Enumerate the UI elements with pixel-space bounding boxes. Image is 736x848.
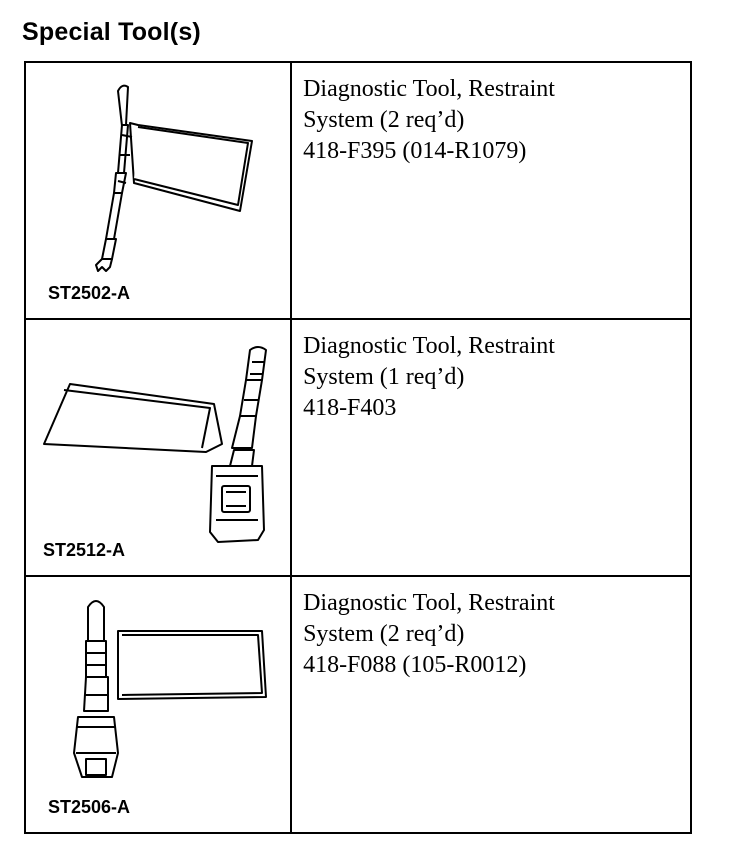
connector-with-flag-icon — [26, 320, 292, 575]
page-heading: Special Tool(s) — [22, 18, 201, 46]
tool-code: ST2506-A — [48, 797, 131, 817]
tool-number-line: 418-F088 (105-R0012) — [303, 652, 527, 678]
special-tools-table — [24, 61, 692, 834]
probe-with-flag-icon — [26, 63, 292, 318]
tool-name-line: Diagnostic Tool, Restraint — [303, 590, 555, 616]
tool-description — [292, 320, 690, 424]
tool-description-cell — [291, 62, 691, 319]
table-row — [25, 62, 691, 319]
tool-quantity-line: System (2 req’d) — [303, 621, 465, 647]
tool-name-line: Diagnostic Tool, Restraint — [303, 333, 555, 359]
tool-code: ST2502-A — [48, 283, 131, 303]
tool-number-line: 418-F403 — [303, 395, 397, 421]
tool-description — [292, 577, 690, 681]
table-row — [25, 576, 691, 833]
tool-illustration-cell — [25, 62, 291, 319]
tool-illustration-cell — [25, 319, 291, 576]
plug-with-flag-icon — [26, 577, 292, 832]
tool-number-line: 418-F395 (014-R1079) — [303, 138, 527, 164]
tool-description — [292, 63, 690, 167]
tool-quantity-line: System (2 req’d) — [303, 107, 465, 133]
tool-illustration-cell — [25, 576, 291, 833]
tool-description-cell — [291, 319, 691, 576]
tool-name-line: Diagnostic Tool, Restraint — [303, 76, 555, 102]
tool-code: ST2512-A — [43, 540, 126, 560]
tool-quantity-line: System (1 req’d) — [303, 364, 465, 390]
table-row — [25, 319, 691, 576]
tool-description-cell — [291, 576, 691, 833]
